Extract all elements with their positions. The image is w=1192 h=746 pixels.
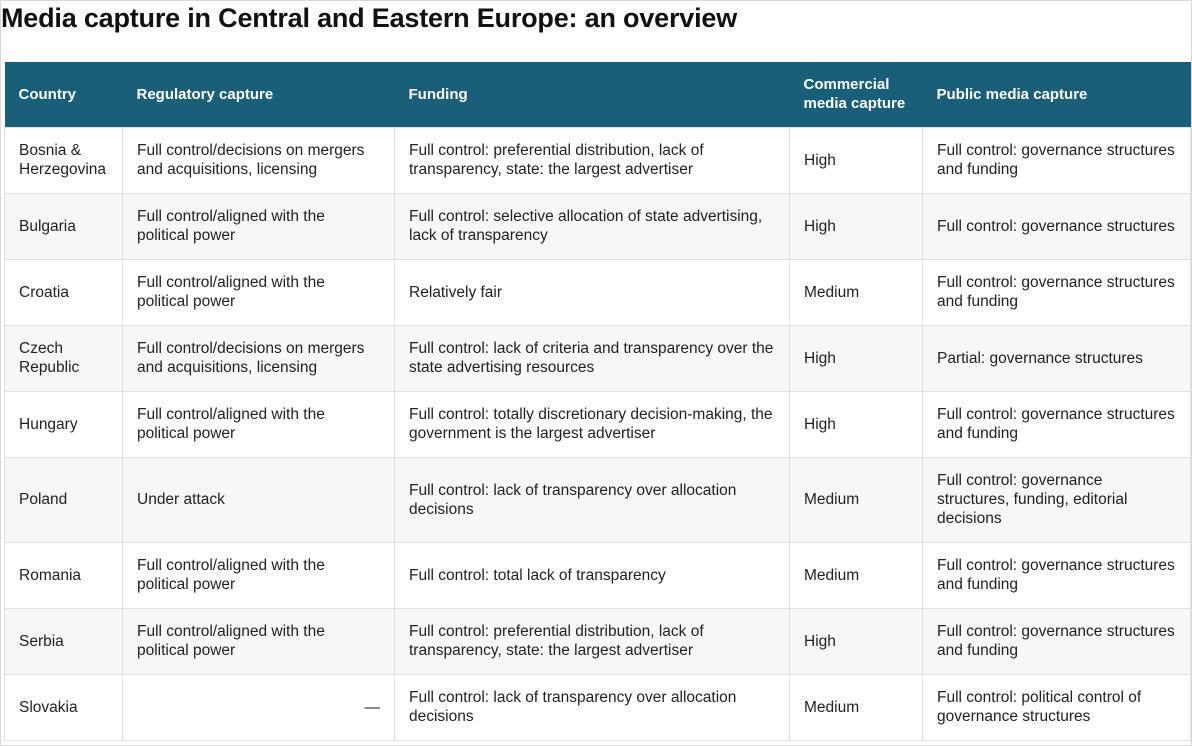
commercial-media-capture-cell: High: [790, 193, 923, 259]
public-media-capture-cell: Partial: governance structures: [923, 325, 1191, 391]
table-row: [5, 608, 1191, 674]
funding-cell: Full control: lack of transparency over allocation decisions: [395, 457, 790, 542]
commercial-media-capture-cell: High: [790, 127, 923, 193]
country-cell: Croatia: [5, 259, 123, 325]
regulatory-capture-cell: Full control/aligned with the political power: [123, 608, 395, 674]
regulatory-capture-cell: Full control/aligned with the political power: [123, 542, 395, 608]
country-cell: Czech Republic: [5, 325, 123, 391]
column-header-regulatory-capture: Regulatory capture: [136, 85, 274, 103]
regulatory-capture-cell: Full control/aligned with the political power: [123, 391, 395, 457]
funding-cell: Full control: totally discretionary decision-making, the government is the largest advertiser: [395, 391, 790, 457]
commercial-media-capture-cell: Medium: [790, 457, 923, 542]
commercial-media-capture-cell: Medium: [790, 259, 923, 325]
table-header: [5, 62, 1191, 127]
table-row: [5, 259, 1191, 325]
country-cell: Romania: [5, 542, 123, 608]
column-header-public-media-capture: Public media capture: [936, 85, 1088, 103]
public-media-capture-cell: Full control: governance structures and funding: [923, 127, 1191, 193]
country-cell: Poland: [5, 457, 123, 542]
public-media-capture-cell: Full control: governance structures and funding: [923, 608, 1191, 674]
country-cell: Serbia: [5, 608, 123, 674]
media-capture-table: [4, 62, 1191, 741]
country-cell: Bulgaria: [5, 193, 123, 259]
table-body: [5, 127, 1191, 740]
column-header-country: Country: [18, 85, 76, 103]
public-media-capture-cell: Full control: governance structures and funding: [923, 391, 1191, 457]
public-media-capture-cell: Full control: governance structures: [923, 193, 1191, 259]
regulatory-capture-cell: Under attack: [123, 457, 395, 542]
table-row: [5, 457, 1191, 542]
column-header-commercial-media-capture: Commercial media capture: [803, 76, 906, 113]
funding-cell: Full control: lack of transparency over allocation decisions: [395, 674, 790, 740]
table-row: [5, 127, 1191, 193]
funding-cell: Full control: total lack of transparency: [395, 542, 790, 608]
table-row: [5, 391, 1191, 457]
table-row: [5, 674, 1191, 740]
regulatory-capture-cell: Full control/decisions on mergers and acquisitions, licensing: [123, 127, 395, 193]
table-row: [5, 193, 1191, 259]
commercial-media-capture-cell: Medium: [790, 674, 923, 740]
page-title: Media capture in Central and Eastern Europe: an overview: [1, 3, 738, 33]
funding-cell: Full control: lack of criteria and transparency over the state advertising resources: [395, 325, 790, 391]
country-cell: Bosnia & Herzegovina: [5, 127, 123, 193]
table-row: [5, 325, 1191, 391]
regulatory-capture-cell: Full control/decisions on mergers and acquisitions, licensing: [123, 325, 395, 391]
funding-cell: Full control: preferential distribution, lack of transparency, state: the largest advertiser: [395, 608, 790, 674]
country-cell: Slovakia: [5, 674, 123, 740]
public-media-capture-cell: Full control: governance structures and funding: [923, 259, 1191, 325]
funding-cell: Full control: selective allocation of state advertising, lack of transparency: [395, 193, 790, 259]
funding-cell: Relatively fair: [395, 259, 790, 325]
country-cell: Hungary: [5, 391, 123, 457]
public-media-capture-cell: Full control: political control of governance structures: [923, 674, 1191, 740]
commercial-media-capture-cell: High: [790, 391, 923, 457]
public-media-capture-cell: Full control: governance structures and funding: [923, 542, 1191, 608]
column-header-funding: Funding: [408, 85, 468, 103]
funding-cell: Full control: preferential distribution, lack of transparency, state: the largest advertiser: [395, 127, 790, 193]
commercial-media-capture-cell: Medium: [790, 542, 923, 608]
commercial-media-capture-cell: High: [790, 608, 923, 674]
public-media-capture-cell: Full control: governance structures, funding, editorial decisions: [923, 457, 1191, 542]
regulatory-capture-cell: —: [123, 674, 395, 740]
commercial-media-capture-cell: High: [790, 325, 923, 391]
regulatory-capture-cell: Full control/aligned with the political power: [123, 193, 395, 259]
regulatory-capture-cell: Full control/aligned with the political power: [123, 259, 395, 325]
header-row: [5, 62, 1191, 127]
table-row: [5, 542, 1191, 608]
media-capture-table-container: [4, 62, 1190, 741]
